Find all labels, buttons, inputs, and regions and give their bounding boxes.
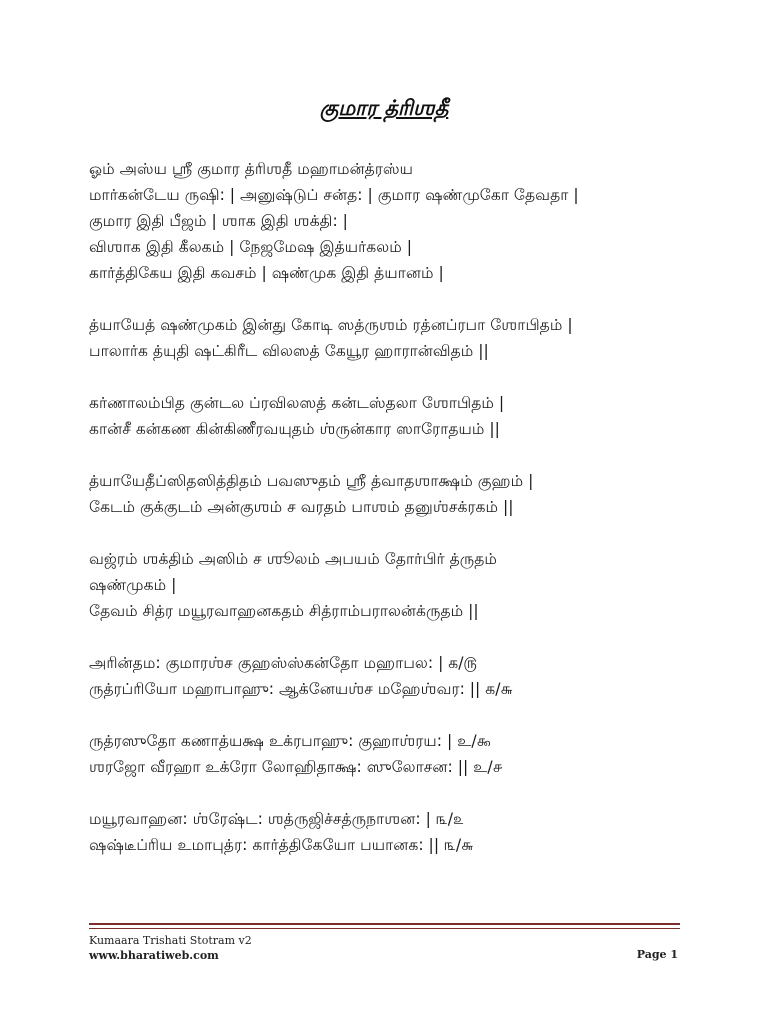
verse-line: ஓம் அஸ்ய ஶ்ரீ குமார த்ரிஶதீ மஹாமன்த்ரஸ்ய <box>89 160 414 178</box>
stanza-names-3 <box>89 806 689 858</box>
verse-line: விஶாக இதி கீலகம் | நேஜமேஷ இத்யர்கலம் | <box>89 238 412 256</box>
footer-doc-name: Kumaara Trishati Stotram v2 <box>89 934 252 947</box>
verse-line: ஷண்முகம் | <box>89 576 177 594</box>
verse-line: குமார இதி பீஜம் | ஶாக இதி ஶக்தி: | <box>89 212 348 230</box>
verse-line: மயூரவாஹன: ஶ்ரேஷ்ட: ஶத்ருஜிச்சத்ருநாஶன: | ௩/௨ <box>89 810 464 828</box>
stanza-dhyana-1 <box>89 312 689 364</box>
verse-line: கான்சீ கன்கண கின்கிணீரவயுதம் ஶ்ருன்கார ஸாரோதயம் || <box>89 420 500 438</box>
footer-info <box>89 933 252 963</box>
verse-line: கேடம் குக்குடம் அன்குஶம் ச வரதம் பாஶம் தனுஶ்சக்ரகம் || <box>89 498 514 516</box>
stanza-dhyana-intro <box>89 156 689 286</box>
footer-divider-thin <box>89 928 680 929</box>
verse-line: கர்ணாலம்பித குன்டல ப்ரவிலஸத் கன்டஸ்தலா ஶோபிதம் | <box>89 394 505 412</box>
stanza-names-2 <box>89 728 689 780</box>
verse-line: மார்கன்டேய ருஷி: | அனுஷ்டுப் சன்த: | குமார ஷண்முகோ தேவதா | <box>89 186 579 204</box>
verse-line: கார்த்திகேய இதி கவசம் | ஷண்முக இதி த்யானம் | <box>89 264 444 282</box>
verse-line: ருத்ரஸுதோ கணாத்யக்ஷ உக்ரபாஹு: குஹாஶ்ரய: | உ/௯ <box>89 732 492 750</box>
stanza-names-1 <box>89 650 689 702</box>
verse-line: த்யாயேதீப்ஸிதஸித்திதம் பவஸுதம் ஶ்ரீ த்வாதஶாக்ஷம் குஹம் | <box>89 472 534 490</box>
page-number: Page 1 <box>636 948 678 961</box>
verse-line: ஷஷ்டீப்ரிய உமாபுத்ர: கார்த்திகேயோ பயானக: || ௩/௬ <box>89 836 474 854</box>
stanza-dhyana-3 <box>89 468 689 520</box>
verse-line: வஜ்ரம் ஶக்திம் அஸிம் ச ஶூலம் அபயம் தோர்பிர் த்ருதம் <box>89 550 497 568</box>
verse-line: த்யாயேத் ஷண்முகம் இன்து கோடி ஸத்ருஶம் ரத்னப்ரபா ஶோபிதம் | <box>89 316 573 334</box>
verse-line: ஶரஜோ வீரஹா உக்ரோ லோஹிதாக்ஷ: ஸுலோசன: || உ/௪ <box>89 758 503 776</box>
verse-line: அரின்தம: குமாரஶ்ச குஹஸ்ஸ்கன்தோ மஹாபல: | க/௫ <box>89 654 478 672</box>
footer-divider <box>89 923 680 925</box>
verse-line: பாலார்க த்யுதி ஷட்கிரீட விலஸத் கேயூர ஹாரான்விதம் || <box>89 342 489 360</box>
verse-line: தேவம் சித்ர மயூரவாஹனகதம் சித்ராம்பராலன்க்ருதம் || <box>89 602 479 620</box>
verse-body <box>89 156 689 884</box>
stanza-dhyana-2 <box>89 390 689 442</box>
footer-url: www.bharatiweb.com <box>89 949 219 962</box>
document-title: குமார த்ரிஶதீ <box>319 96 449 120</box>
verse-line: ருத்ரப்ரியோ மஹாபாஹு: ஆக்னேயஶ்ச மஹேஶ்வர: || க/௬ <box>89 680 514 698</box>
stanza-dhyana-4 <box>89 546 689 624</box>
